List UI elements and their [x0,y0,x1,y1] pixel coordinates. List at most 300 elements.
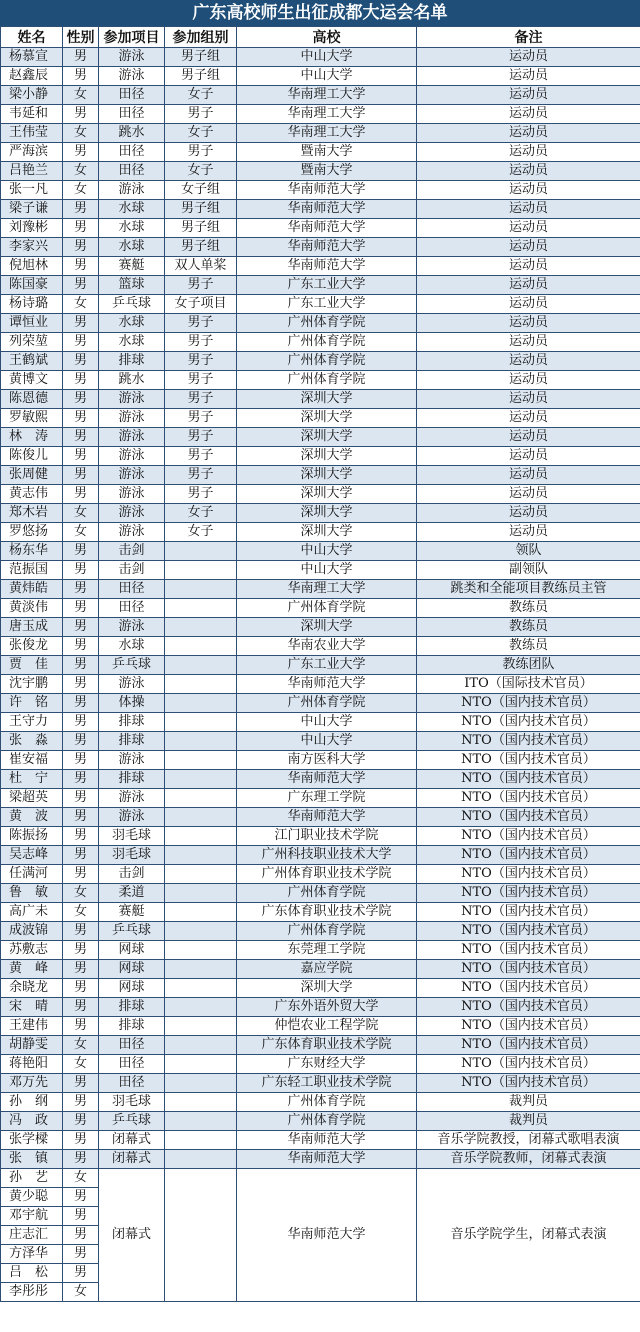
table-row [1,504,640,523]
cell-gender: 男 [63,1112,99,1131]
cell-gender: 男 [63,637,99,656]
cell-name: 刘豫彬 [1,219,63,238]
cell-event: 游泳 [99,485,165,504]
cell-name: 崔安福 [1,751,63,770]
table-row [1,1074,640,1093]
cell-division [165,1112,237,1131]
cell-name: 许 铭 [1,694,63,713]
cell-event: 柔道 [99,884,165,903]
cell-division: 女子 [165,162,237,181]
cell-school: 深圳大学 [237,390,417,409]
cell-gender: 男 [63,1188,99,1207]
cell-division [165,675,237,694]
cell-division: 男子 [165,352,237,371]
cell-name: 庄志汇 [1,1226,63,1245]
cell-school: 南方医科大学 [237,751,417,770]
cell-event: 跳水 [99,124,165,143]
cell-event: 水球 [99,200,165,219]
cell-note: NTO（国内技术官员） [417,713,640,732]
cell-event: 排球 [99,732,165,751]
table-row [1,124,640,143]
cell-gender: 男 [63,48,99,67]
cell-division [165,1055,237,1074]
cell-gender: 男 [63,580,99,599]
cell-event: 田径 [99,1074,165,1093]
table-row [1,276,640,295]
header-gender: 性别 [63,27,99,48]
cell-note: NTO（国内技术官员） [417,903,640,922]
cell-note: 裁判员 [417,1112,640,1131]
cell-division [165,637,237,656]
cell-note: 运动员 [417,352,640,371]
cell-name: 黄淡伟 [1,599,63,618]
cell-name: 陈俊儿 [1,447,63,466]
cell-division [165,580,237,599]
cell-name: 胡静雯 [1,1036,63,1055]
cell-note: 领队 [417,542,640,561]
cell-division [165,808,237,827]
cell-division [165,903,237,922]
cell-name: 列荣堃 [1,333,63,352]
cell-gender: 男 [63,1226,99,1245]
cell-name: 吕 松 [1,1264,63,1283]
cell-division: 男子组 [165,48,237,67]
cell-event: 田径 [99,143,165,162]
table-row [1,656,640,675]
cell-school: 广州体育学院 [237,1093,417,1112]
cell-school: 中山大学 [237,732,417,751]
cell-school: 华南师范大学 [237,1150,417,1169]
cell-division [165,884,237,903]
cell-school: 华南师范大学 [237,219,417,238]
cell-note: NTO（国内技术官员） [417,1017,640,1036]
cell-school: 广州体育学院 [237,884,417,903]
table-row [1,1112,640,1131]
cell-school: 暨南大学 [237,143,417,162]
cell-note: NTO（国内技术官员） [417,1036,640,1055]
table-row [1,162,640,181]
cell-name: 黄炜皓 [1,580,63,599]
cell-school: 华南农业大学 [237,637,417,656]
cell-event: 游泳 [99,675,165,694]
cell-name: 罗悠扬 [1,523,63,542]
table-row [1,713,640,732]
table-row [1,941,640,960]
cell-gender: 男 [63,694,99,713]
cell-division [165,846,237,865]
table-row [1,789,640,808]
cell-event: 游泳 [99,789,165,808]
cell-gender: 女 [63,504,99,523]
cell-note: NTO（国内技术官员） [417,732,640,751]
cell-note: 副领队 [417,561,640,580]
cell-gender: 男 [63,352,99,371]
cell-school: 广州体育学院 [237,371,417,390]
cell-event: 羽毛球 [99,827,165,846]
cell-note: 运动员 [417,485,640,504]
cell-event: 游泳 [99,428,165,447]
cell-name: 王建伟 [1,1017,63,1036]
cell-event: 水球 [99,333,165,352]
cell-note: 音乐学院教师，闭幕式表演 [417,1150,640,1169]
table-row [1,238,640,257]
cell-name: 余晓龙 [1,979,63,998]
cell-event: 游泳 [99,48,165,67]
cell-gender: 女 [63,295,99,314]
cell-event: 游泳 [99,751,165,770]
cell-school: 深圳大学 [237,485,417,504]
cell-name: 李彤彤 [1,1283,63,1302]
table-row [1,618,640,637]
cell-name: 严海滨 [1,143,63,162]
cell-division [165,561,237,580]
cell-gender: 男 [63,618,99,637]
cell-gender: 男 [63,941,99,960]
cell-event: 田径 [99,86,165,105]
cell-note: NTO（国内技术官员） [417,1055,640,1074]
cell-event: 乒乓球 [99,295,165,314]
cell-school: 广州体育学院 [237,599,417,618]
cell-division [165,599,237,618]
cell-event: 闭幕式 [99,1150,165,1169]
table-row [1,884,640,903]
cell-school: 深圳大学 [237,409,417,428]
cell-school: 华南师范大学 [237,1131,417,1150]
cell-event: 赛艇 [99,257,165,276]
cell-note: 运动员 [417,86,640,105]
table-row [1,466,640,485]
cell-gender: 女 [63,1169,99,1188]
cell-division: 男子 [165,371,237,390]
cell-gender: 男 [63,732,99,751]
cell-event: 乒乓球 [99,1112,165,1131]
cell-division: 女子组 [165,181,237,200]
cell-gender: 男 [63,200,99,219]
cell-note: 运动员 [417,181,640,200]
cell-school: 广东轻工职业技术学院 [237,1074,417,1093]
cell-school: 深圳大学 [237,618,417,637]
cell-gender: 男 [63,542,99,561]
cell-note: 运动员 [417,447,640,466]
cell-school: 中山大学 [237,48,417,67]
cell-note: NTO（国内技术官员） [417,751,640,770]
cell-name: 倪旭林 [1,257,63,276]
table-row [1,903,640,922]
cell-name: 郑木岩 [1,504,63,523]
cell-gender: 女 [63,1283,99,1302]
cell-division [165,542,237,561]
cell-school: 华南师范大学 [237,1169,417,1302]
cell-note: 教练团队 [417,656,640,675]
cell-note: 运动员 [417,67,640,86]
cell-school: 华南师范大学 [237,257,417,276]
cell-division: 男子 [165,409,237,428]
cell-name: 张周健 [1,466,63,485]
cell-school: 广州体育学院 [237,314,417,333]
cell-event: 游泳 [99,390,165,409]
cell-gender: 女 [63,1036,99,1055]
cell-school: 中山大学 [237,67,417,86]
cell-event: 闭幕式 [99,1169,165,1302]
cell-division: 男子 [165,428,237,447]
cell-gender: 男 [63,1245,99,1264]
cell-name: 苏敷志 [1,941,63,960]
table-row [1,846,640,865]
cell-event: 田径 [99,1055,165,1074]
cell-school: 广东财经大学 [237,1055,417,1074]
cell-name: 高广未 [1,903,63,922]
cell-name: 黄 峰 [1,960,63,979]
cell-note: NTO（国内技术官员） [417,941,640,960]
cell-note: 运动员 [417,409,640,428]
cell-school: 广州体育学院 [237,922,417,941]
table-row [1,447,640,466]
cell-gender: 男 [63,713,99,732]
cell-name: 邓万先 [1,1074,63,1093]
cell-division: 男子 [165,143,237,162]
cell-gender: 男 [63,390,99,409]
cell-note: 运动员 [417,105,640,124]
cell-event: 游泳 [99,67,165,86]
cell-name: 张 淼 [1,732,63,751]
cell-gender: 男 [63,485,99,504]
table-row [1,371,640,390]
cell-gender: 男 [63,1207,99,1226]
cell-name: 杨东华 [1,542,63,561]
cell-name: 林 涛 [1,428,63,447]
table-row [1,314,640,333]
cell-event: 水球 [99,637,165,656]
cell-division [165,770,237,789]
cell-event: 网球 [99,941,165,960]
cell-name: 黄博文 [1,371,63,390]
table-row [1,523,640,542]
cell-gender: 男 [63,960,99,979]
table-row [1,1093,640,1112]
cell-name: 张 镇 [1,1150,63,1169]
cell-note: 运动员 [417,143,640,162]
cell-note: 音乐学院学生，闭幕式表演 [417,1169,640,1302]
cell-name: 任满河 [1,865,63,884]
cell-name: 唐玉成 [1,618,63,637]
cell-school: 华南师范大学 [237,238,417,257]
cell-event: 田径 [99,162,165,181]
table-row [1,1131,640,1150]
cell-event: 乒乓球 [99,656,165,675]
cell-name: 吴志峰 [1,846,63,865]
cell-gender: 男 [63,219,99,238]
cell-gender: 男 [63,238,99,257]
cell-event: 游泳 [99,409,165,428]
cell-name: 杨慕宣 [1,48,63,67]
cell-event: 游泳 [99,808,165,827]
cell-note: 运动员 [417,238,640,257]
cell-division [165,1150,237,1169]
table-row [1,143,640,162]
cell-name: 孙 纲 [1,1093,63,1112]
cell-event: 游泳 [99,447,165,466]
table-row [1,86,640,105]
cell-gender: 男 [63,1074,99,1093]
cell-name: 黄少聪 [1,1188,63,1207]
cell-division: 女子 [165,504,237,523]
table-row [1,409,640,428]
table-row [1,751,640,770]
cell-school: 华南师范大学 [237,808,417,827]
cell-gender: 女 [63,884,99,903]
cell-event: 网球 [99,979,165,998]
cell-event: 羽毛球 [99,1093,165,1112]
cell-name: 王鹤斌 [1,352,63,371]
cell-name: 冯 政 [1,1112,63,1131]
cell-division [165,789,237,808]
cell-name: 梁超英 [1,789,63,808]
cell-event: 游泳 [99,466,165,485]
cell-gender: 男 [63,561,99,580]
cell-note: 运动员 [417,48,640,67]
cell-division: 男子组 [165,238,237,257]
cell-event: 篮球 [99,276,165,295]
cell-division: 男子 [165,333,237,352]
cell-gender: 男 [63,276,99,295]
cell-event: 乒乓球 [99,922,165,941]
cell-note: 运动员 [417,390,640,409]
cell-note: 运动员 [417,276,640,295]
cell-gender: 女 [63,523,99,542]
cell-note: 运动员 [417,162,640,181]
table-row [1,1017,640,1036]
cell-division [165,941,237,960]
cell-division: 男子 [165,105,237,124]
cell-school: 华南师范大学 [237,200,417,219]
cell-name: 张学樑 [1,1131,63,1150]
cell-school: 深圳大学 [237,523,417,542]
cell-gender: 男 [63,770,99,789]
cell-note: 运动员 [417,371,640,390]
cell-event: 排球 [99,713,165,732]
table-row [1,485,640,504]
cell-school: 广州体育职业技术学院 [237,865,417,884]
cell-note: 运动员 [417,504,640,523]
table-row [1,1169,640,1188]
cell-school: 广东理工学院 [237,789,417,808]
cell-school: 深圳大学 [237,428,417,447]
cell-name: 罗敏熙 [1,409,63,428]
cell-division [165,1131,237,1150]
cell-event: 体操 [99,694,165,713]
cell-gender: 男 [63,789,99,808]
cell-division [165,713,237,732]
table-row [1,960,640,979]
table-row [1,48,640,67]
cell-gender: 男 [63,808,99,827]
cell-name: 成波锦 [1,922,63,941]
cell-event: 赛艇 [99,903,165,922]
cell-gender: 男 [63,865,99,884]
cell-school: 深圳大学 [237,466,417,485]
cell-event: 网球 [99,960,165,979]
cell-name: 赵鑫辰 [1,67,63,86]
cell-note: NTO（国内技术官员） [417,846,640,865]
cell-note: 运动员 [417,200,640,219]
table-row [1,333,640,352]
cell-division: 男子组 [165,219,237,238]
cell-division [165,1093,237,1112]
cell-event: 闭幕式 [99,1131,165,1150]
cell-division [165,1017,237,1036]
cell-school: 华南理工大学 [237,580,417,599]
header-note: 备注 [417,27,640,48]
cell-note: 运动员 [417,219,640,238]
header-event: 参加项目 [99,27,165,48]
table-row [1,808,640,827]
cell-note: 运动员 [417,428,640,447]
cell-school: 华南师范大学 [237,675,417,694]
cell-event: 排球 [99,1017,165,1036]
table-row [1,561,640,580]
cell-division [165,1074,237,1093]
cell-gender: 男 [63,656,99,675]
cell-gender: 男 [63,143,99,162]
cell-school: 东莞理工学院 [237,941,417,960]
cell-name: 陈恩德 [1,390,63,409]
cell-school: 中山大学 [237,542,417,561]
cell-event: 排球 [99,998,165,1017]
cell-event: 田径 [99,105,165,124]
cell-division: 女子 [165,124,237,143]
cell-note: NTO（国内技术官员） [417,770,640,789]
cell-name: 王守力 [1,713,63,732]
cell-division [165,922,237,941]
table-row [1,390,640,409]
cell-name: 陈振扬 [1,827,63,846]
table-row [1,219,640,238]
cell-gender: 男 [63,371,99,390]
table-row [1,675,640,694]
roster-table [0,26,640,1302]
cell-event: 水球 [99,238,165,257]
cell-gender: 男 [63,257,99,276]
cell-name: 蒋艳阳 [1,1055,63,1074]
table-row [1,732,640,751]
cell-gender: 男 [63,466,99,485]
cell-school: 华南理工大学 [237,86,417,105]
cell-name: 梁子谦 [1,200,63,219]
cell-school: 仲恺农业工程学院 [237,1017,417,1036]
cell-name: 孙 艺 [1,1169,63,1188]
cell-gender: 男 [63,1150,99,1169]
table-row [1,257,640,276]
cell-name: 陈国豪 [1,276,63,295]
cell-note: NTO（国内技术官员） [417,1074,640,1093]
cell-school: 广州体育学院 [237,694,417,713]
cell-note: NTO（国内技术官员） [417,960,640,979]
table-row [1,1150,640,1169]
cell-gender: 男 [63,409,99,428]
cell-event: 击剑 [99,865,165,884]
table-row [1,542,640,561]
cell-school: 广东工业大学 [237,656,417,675]
cell-division: 男子 [165,276,237,295]
table-row [1,580,640,599]
table-row [1,922,640,941]
cell-gender: 男 [63,1093,99,1112]
cell-name: 韦延和 [1,105,63,124]
cell-school: 广州体育学院 [237,333,417,352]
header-division: 参加组别 [165,27,237,48]
cell-event: 水球 [99,219,165,238]
cell-name: 黄志伟 [1,485,63,504]
